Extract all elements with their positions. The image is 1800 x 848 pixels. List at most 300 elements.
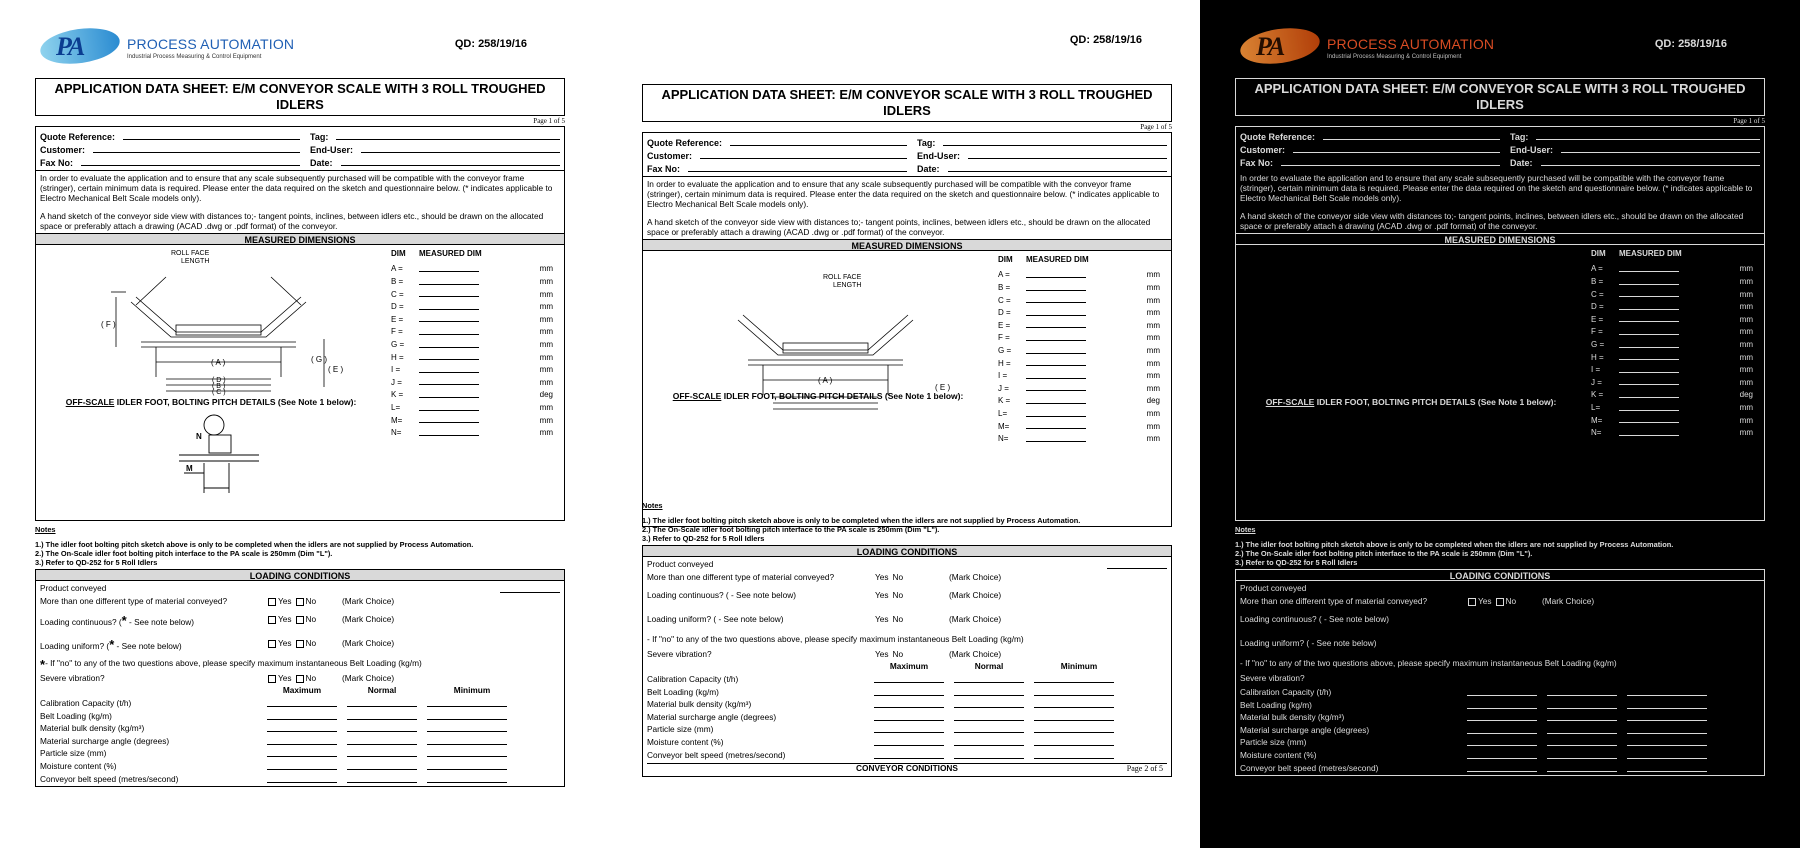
maximum-input-line[interactable] — [1467, 751, 1537, 759]
dimension-input-line[interactable] — [419, 334, 479, 335]
normal-input-line[interactable] — [347, 724, 417, 732]
quote-reference-field[interactable]: Quote Reference: — [647, 135, 917, 148]
dimension-input-line[interactable] — [419, 321, 479, 322]
maximum-input-line[interactable] — [267, 762, 337, 770]
measurement-label: Conveyor belt speed (metres/second) — [40, 773, 179, 784]
value-columns-head: Maximum Normal Minimum — [889, 660, 1098, 671]
normal-input-line[interactable] — [347, 749, 417, 757]
measurement-row — [1240, 723, 1760, 736]
date-line[interactable] — [341, 158, 560, 166]
normal-input-line[interactable] — [347, 737, 417, 745]
dimension-row — [1591, 387, 1761, 400]
svg-text:( D ): ( D ) — [212, 377, 226, 385]
mark-choice-hint: (Mark Choice) — [342, 595, 395, 606]
tag-field[interactable] — [310, 129, 570, 142]
document-code: QD: 258/19/16 — [1654, 38, 1727, 50]
instructions-paragraph-1: In order to evaluate the application and to ensure that any scale subsequently purchased will be compatible with the conveyor frame (stringer), certain minimum data is required. Please enter the data required on the sketch and questionnaire below. (* indicates applicable to Electro Mechanical Belt Scale models only). — [40, 173, 553, 204]
dimension-label: H = — [998, 358, 1011, 368]
question-severe-vibration — [40, 672, 560, 685]
dimension-unit: mm — [1146, 308, 1160, 318]
dim-column-header: DIM — [391, 249, 406, 259]
page-number: Page 1 of 5 — [1733, 117, 1765, 125]
dimension-label: B = — [1591, 276, 1604, 286]
question-label: Loading continuous? (* - See note below) — [40, 612, 195, 628]
fax-line[interactable] — [81, 158, 300, 166]
svg-text:( G ): ( G ) — [311, 355, 327, 365]
measurement-row — [647, 748, 1167, 761]
customer-field[interactable]: Customer: — [647, 148, 917, 161]
measurement-row — [40, 722, 560, 735]
measurement-label: Calibration Capacity (t/h) — [1240, 687, 1332, 698]
dimension-row — [391, 324, 561, 337]
date-field[interactable]: Date: — [917, 161, 1177, 174]
dimension-row — [391, 350, 561, 363]
dimension-unit: mm — [1739, 314, 1753, 324]
maximum-input-line[interactable] — [267, 737, 337, 745]
notes-heading: Notes — [35, 525, 56, 535]
yes-checkbox[interactable]: Yes — [268, 597, 292, 607]
reference-fields — [643, 133, 1171, 176]
dimension-label: F = — [998, 333, 1010, 343]
measured-dimensions-section — [36, 245, 564, 520]
panel-overlay — [1200, 0, 1800, 848]
notes: Notes 1.) The idler foot bolting pitch sketch above is only to be completed when the idlers are not supplied by Process Automation. 2.) The On-Scale idler foot bolting pitch interface to the PA scale is 250mm (Dim "L"). 3.) Refer to QD-252 for 5 Roll Idlers — [642, 501, 1081, 544]
product-conveyed-line[interactable] — [500, 585, 560, 593]
minimum-input-line[interactable] — [1034, 675, 1114, 683]
minimum-input-line[interactable] — [1627, 688, 1707, 696]
sheet-header — [642, 30, 1172, 70]
customer-line[interactable] — [93, 145, 300, 153]
normal-input-line[interactable] — [1547, 713, 1617, 721]
dimension-input-line[interactable] — [1026, 416, 1086, 417]
note-1: 1.) The idler foot bolting pitch sketch above is only to be completed when the idlers are not supplied by Process Automation. — [35, 540, 474, 550]
normal-input-line[interactable] — [954, 700, 1024, 708]
dimension-input-line[interactable] — [419, 359, 479, 360]
measured-column-header: MEASURED DIM — [419, 249, 482, 259]
measured-dimensions-heading: MEASURED DIMENSIONS — [643, 239, 1171, 251]
date-field[interactable] — [310, 155, 570, 168]
dimension-input-line[interactable] — [1026, 315, 1086, 316]
dimension-input-line[interactable] — [419, 410, 479, 411]
dimension-unit: mm — [1739, 327, 1753, 337]
dimension-unit: mm — [539, 339, 553, 349]
svg-text:( C ): ( C ) — [212, 389, 226, 397]
dimension-rows — [998, 267, 1168, 443]
dimension-label: H = — [1591, 352, 1604, 362]
dimension-unit: mm — [1739, 302, 1753, 312]
dimension-row — [998, 419, 1168, 432]
maximum-input-line[interactable] — [1467, 701, 1537, 709]
dimension-table — [998, 255, 1168, 443]
dimension-label: D = — [391, 302, 404, 312]
normal-input-line[interactable] — [347, 775, 417, 783]
normal-input-line[interactable] — [347, 699, 417, 707]
form-box — [35, 126, 565, 521]
maximum-input-line[interactable] — [874, 751, 944, 759]
dimension-input-line[interactable] — [1619, 309, 1679, 310]
question-multiple-materials: More than one different type of material conveyed? Yes No (Mark Choice) — [647, 571, 1002, 582]
normal-input-line[interactable] — [954, 725, 1024, 733]
dimension-label: I = — [391, 365, 401, 375]
maximum-header: Maximum — [282, 684, 322, 695]
dimension-unit: mm — [1739, 339, 1753, 349]
dimension-unit: deg — [1739, 390, 1753, 400]
dimension-row — [998, 343, 1168, 356]
normal-input-line[interactable] — [954, 713, 1024, 721]
minimum-input-line[interactable] — [427, 749, 507, 757]
dimension-input-line[interactable] — [1619, 410, 1679, 411]
maximum-input-line[interactable] — [874, 675, 944, 683]
maximum-input-line[interactable] — [267, 775, 337, 783]
dimension-input-line[interactable] — [1026, 378, 1086, 379]
dimension-unit: mm — [1146, 358, 1160, 368]
dimension-input-line[interactable] — [1619, 271, 1679, 272]
minimum-input-line[interactable] — [1627, 701, 1707, 709]
normal-input-line[interactable] — [1547, 726, 1617, 734]
foot-title-rest: IDLER FOOT, BOLTING PITCH DETAILS (See Note 1 below): — [114, 397, 357, 408]
dimension-input-line[interactable] — [1619, 334, 1679, 335]
mark-choice-hint: (Mark Choice) — [342, 614, 395, 625]
sheet-header — [35, 18, 565, 74]
dimension-input-line[interactable] — [1619, 372, 1679, 373]
maximum-input-line[interactable] — [267, 749, 337, 757]
measurement-row — [647, 685, 1167, 698]
dimension-unit: mm — [1739, 352, 1753, 362]
dimension-unit: mm — [1739, 377, 1753, 387]
minimum-input-line[interactable] — [1034, 700, 1114, 708]
dimension-input-line[interactable] — [419, 284, 479, 285]
dimension-input-line[interactable] — [419, 296, 479, 297]
dimension-unit: mm — [539, 314, 553, 324]
dimension-unit: mm — [1146, 345, 1160, 355]
dimension-input-line[interactable] — [1026, 327, 1086, 328]
svg-text:( E ): ( E ) — [328, 365, 344, 375]
dimension-input-line[interactable] — [1619, 359, 1679, 360]
maximum-input-line[interactable] — [874, 688, 944, 696]
dimension-input-line[interactable] — [1619, 435, 1679, 436]
dimension-label: B = — [391, 276, 404, 286]
dimension-row — [391, 337, 561, 350]
maximum-input-line[interactable] — [267, 724, 337, 732]
normal-input-line[interactable] — [347, 712, 417, 720]
question-loading-uniform — [40, 632, 560, 656]
dimension-unit: mm — [1146, 371, 1160, 381]
dimension-input-line[interactable] — [1619, 384, 1679, 385]
logo-letters: PA — [56, 32, 84, 61]
dimension-unit: mm — [539, 352, 553, 362]
measured-dimensions-section — [643, 251, 1171, 526]
dimension-unit: mm — [1146, 270, 1160, 280]
normal-input-line[interactable] — [1547, 764, 1617, 772]
measurement-row — [1240, 698, 1760, 711]
yes-checkbox[interactable]: Yes — [268, 615, 292, 625]
instructions-paragraph-2: A hand sketch of the conveyor side view with distances to;- tangent points, inclines, between idlers etc., should be drawn on the allocated space or preferably attach a drawing (ACAD .dwg or .pdf format) of the conveyor. — [647, 217, 1151, 238]
no-checkbox[interactable]: No — [296, 639, 317, 649]
minimum-input-line[interactable] — [1034, 751, 1114, 759]
dimension-row — [391, 287, 561, 300]
measurement-label: Conveyor belt speed (metres/second) — [1240, 762, 1379, 773]
maximum-input-line[interactable] — [1467, 713, 1537, 721]
product-conveyed-row: Product conveyed — [647, 558, 1167, 571]
dimension-label: C = — [391, 289, 404, 299]
end-user-line[interactable] — [361, 145, 560, 153]
dimension-label: N= — [998, 434, 1009, 444]
dimension-label: M= — [998, 421, 1010, 431]
notes — [35, 521, 565, 569]
dimension-label: K = — [391, 390, 404, 400]
fax-field[interactable]: Fax No: — [647, 161, 917, 174]
normal-input-line[interactable] — [954, 675, 1024, 683]
dimension-rows — [391, 261, 561, 437]
normal-input-line[interactable] — [1547, 738, 1617, 746]
dimension-input-line[interactable] — [419, 384, 479, 385]
dimension-unit: mm — [539, 327, 553, 337]
tag-label: Tag: — [310, 131, 329, 142]
dimension-input-line[interactable] — [1619, 296, 1679, 297]
company-logo — [1240, 23, 1320, 63]
dimension-input-line[interactable] — [1619, 321, 1679, 322]
dimension-input-line[interactable] — [1619, 397, 1679, 398]
conveyor-conditions-bar — [647, 763, 1167, 775]
document-code: QD: 258/19/16 — [1069, 34, 1142, 46]
dimension-row — [391, 261, 561, 274]
question-label: Loading uniform? (* - See note below) — [40, 636, 182, 652]
dimension-unit: mm — [539, 377, 553, 387]
maximum-input-line[interactable] — [874, 713, 944, 721]
dimension-row — [1591, 413, 1761, 426]
measurement-row — [40, 734, 560, 747]
dimension-row — [1591, 400, 1761, 413]
note-2: 2.) The On-Scale idler foot bolting pitch interface to the PA scale is 250mm (Dim "L"). — [35, 549, 333, 559]
dimension-input-line[interactable] — [419, 372, 479, 373]
maximum-input-line[interactable] — [1467, 764, 1537, 772]
dimension-unit: mm — [1739, 365, 1753, 375]
maximum-input-line[interactable] — [267, 699, 337, 707]
normal-input-line[interactable] — [347, 762, 417, 770]
dimension-label: L= — [391, 402, 401, 412]
logo-letters: PA — [1256, 32, 1284, 61]
page-number: Page 1 of 5 — [1140, 123, 1172, 131]
dimension-input-line[interactable] — [1026, 403, 1086, 404]
dimension-label: D = — [1591, 302, 1604, 312]
form-box: Quote Reference: Tag: Customer: End-User: Fax No: Date: In order to evaluate the application and to ensure that any scale subsequently purchased will be compatible with the conveyor frame (stringer), certain minimum data is required. Please enter the data required on the sketch and questionnaire below. (* indicates applicable to Electro Mechanical Belt Scale models only). A hand sketch of the conveyor side view with distances to;- tangent points, inclines, between idlers etc., should be drawn on the allocated space or preferably attach a drawing (ACAD .dwg or .pdf format) of the conveyor. MEASURED DIMENSIONS OFF-SCALE IDLER FOOT, BOLTING PITCH DETAILS (See Note 1 below): DIM MEASURED DIM A = mm B = mm C = mm D = mm E = mm F = mm G = mm H = mm I = mm J = mm K = deg L= mm M= mm N= mm — [1235, 126, 1765, 521]
minimum-input-line[interactable] — [427, 724, 507, 732]
dimension-label: G = — [391, 339, 405, 349]
panel-original — [0, 0, 600, 848]
minimum-input-line[interactable] — [1627, 764, 1707, 772]
dimension-input-line[interactable] — [1026, 290, 1086, 291]
measurement-row — [647, 735, 1167, 748]
dimension-unit: mm — [1146, 333, 1160, 343]
idler-diagram — [96, 247, 356, 397]
minimum-input-line[interactable] — [1034, 713, 1114, 721]
normal-input-line[interactable] — [1547, 701, 1617, 709]
dimension-input-line[interactable] — [1026, 428, 1086, 429]
normal-input-line[interactable] — [1547, 688, 1617, 696]
form-box — [642, 132, 1172, 527]
foot-bolting-diagram — [174, 413, 264, 505]
dimension-label: H = — [391, 352, 404, 362]
measurement-row — [1240, 736, 1760, 749]
measurement-label: Material surcharge angle (degrees) — [1240, 724, 1370, 735]
dimension-input-line[interactable] — [419, 397, 479, 398]
maximum-input-line[interactable] — [874, 738, 944, 746]
measurement-row — [647, 672, 1167, 685]
dimension-input-line[interactable] — [1026, 277, 1086, 278]
sheet-title: APPLICATION DATA SHEET: E/M CONVEYOR SCALE WITH 3 ROLL TROUGHED IDLERS — [35, 78, 565, 116]
foot-m-label: M — [186, 464, 193, 474]
dimension-row — [391, 299, 561, 312]
sheet-title: APPLICATION DATA SHEET: E/M CONVEYOR SCALE WITH 3 ROLL TROUGHED IDLERS — [1235, 78, 1765, 116]
measurement-label: Material bulk density (kg/m³) — [1240, 712, 1345, 723]
minimum-input-line[interactable] — [1034, 688, 1114, 696]
instructions-paragraph-2: A hand sketch of the conveyor side view with distances to;- tangent points, inclines, between idlers etc., should be drawn on the allocated space or preferably attach a drawing (ACAD .dwg or .pdf format) of the conveyor. — [40, 211, 544, 232]
measurement-row — [647, 723, 1167, 736]
end-user-field[interactable]: End-User: — [917, 148, 1177, 161]
dimension-input-line[interactable] — [1026, 390, 1086, 391]
measurement-label: Calibration Capacity (t/h) — [40, 698, 132, 709]
yes-checkbox[interactable]: Yes — [268, 674, 292, 684]
dimension-label: C = — [998, 295, 1011, 305]
product-conveyed-row — [40, 582, 560, 595]
minimum-input-line[interactable] — [427, 775, 507, 783]
normal-input-line[interactable] — [1547, 751, 1617, 759]
yes-no-choice — [268, 597, 342, 607]
end-user-field[interactable] — [310, 142, 570, 155]
measurement-label: Belt Loading (kg/m) — [647, 686, 719, 697]
dimension-input-line[interactable] — [1026, 340, 1086, 341]
brand-tagline: Industrial Process Measuring & Control Equipment — [127, 53, 262, 60]
dimension-input-line[interactable] — [419, 435, 479, 436]
foot-title — [36, 397, 386, 407]
minimum-input-line[interactable] — [1034, 725, 1114, 733]
dimension-input-line[interactable] — [1619, 422, 1679, 423]
dimension-row — [1591, 274, 1761, 287]
measurement-label: Material bulk density (kg/m³) — [647, 699, 752, 710]
no-checkbox[interactable]: No — [296, 674, 317, 684]
dimension-row — [1591, 362, 1761, 375]
question-loading-continuous — [40, 608, 560, 632]
measurement-label: Belt Loading (kg/m) — [1240, 699, 1312, 710]
dimension-row — [391, 413, 561, 426]
dimension-unit: mm — [539, 428, 553, 438]
overlay-layer-original: PA PROCESS AUTOMATION Industrial Process Measuring & Control Equipment QD: 258/19/16 APPLICATION DATA SHEET: E/M CONVEYOR SCALE WITH 3 ROLL TROUGHED IDLERS Page 1 of 5 Quote Reference: Tag: Customer: End-User: Fax No: Date: In order to evaluate the application and to ensure that any scale subsequently purchased will be compatible with the conveyor frame (stringer), certain minimum data is required. Please enter the data required on the sketch and questionnaire below. (* indicates applicable to Electro Mechanical Belt Scale models only). A hand sketch of the conveyor side view with distances to;- tangent points, inclines, between idlers etc., should be drawn on the allocated space or preferably attach a drawing (ACAD .dwg or .pdf format) of the conveyor. MEASURED DIMENSIONS OFF-SCALE IDLER FOOT, BOLTING PITCH DETAILS (See Note 1 below): DIM MEASURED DIM A = mm B = mm C = mm D = mm E = mm F = mm G = mm H = mm I = mm J = mm K = deg L= mm M= mm N= mm Notes 1.) The idler foot bolting pitch sketch above is only to be completed when the idlers are not supplied by Process Automation. 2.) The On-Scale idler foot bolting pitch interface to the PA scale is 250mm (Dim "L"). 3.) Refer to QD-252 for 5 Roll Idlers LOADING CONDITIONS Product conveyed More than one different type of material conveyed? Yes No (Mark Choice) Loading continuous? ( - See note below) Loading uniform? ( - See note below) - If "no" to any of the two questions above, please specify maximum instantaneous Belt Loading (kg/m) Severe vibration? Calibration Capacity (t/h) Belt Loading (kg/m) Material bulk density (kg/m³) Material surcharge angle (degrees) Particle size (mm) Moisture content (%) Conveyor belt speed (metres/second) — [1235, 18, 1765, 776]
maximum-input-line[interactable] — [874, 725, 944, 733]
normal-input-line[interactable] — [954, 738, 1024, 746]
maximum-input-line[interactable] — [1467, 726, 1537, 734]
dimension-row — [998, 393, 1168, 406]
minimum-input-line[interactable] — [427, 762, 507, 770]
length-label: LENGTH — [181, 258, 210, 266]
dimension-unit: mm — [1146, 421, 1160, 431]
end-user-label: End-User: — [310, 144, 354, 155]
dimension-input-line[interactable] — [419, 422, 479, 423]
dimension-table — [391, 249, 561, 437]
maximum-input-line[interactable] — [1467, 738, 1537, 746]
minimum-input-line[interactable] — [427, 712, 507, 720]
measurement-label: Calibration Capacity (t/h) — [647, 674, 739, 685]
loading-conditions — [642, 557, 1172, 776]
minimum-input-line[interactable] — [1034, 738, 1114, 746]
measurement-label: Moisture content (%) — [40, 761, 117, 771]
dimension-input-line[interactable] — [1619, 284, 1679, 285]
minimum-input-line[interactable] — [1627, 726, 1707, 734]
svg-text:( A ): ( A ) — [818, 376, 833, 386]
dimension-unit: mm — [1146, 434, 1160, 444]
dimension-label: E = — [1591, 314, 1604, 324]
yes-no-choice — [268, 674, 342, 684]
maximum-input-line[interactable] — [267, 712, 337, 720]
measurement-label: Particle size (mm) — [1240, 737, 1307, 748]
dimension-label: K = — [1591, 390, 1604, 400]
dimension-table-head — [391, 249, 561, 261]
dimension-input-line[interactable] — [419, 347, 479, 348]
svg-text:LENGTH: LENGTH — [833, 282, 862, 290]
belt-loading-note: * - If "no" to any of the two questions above, please specify maximum instantaneous Belt Loading (kg/m) — [40, 656, 422, 672]
minimum-input-line[interactable] — [427, 737, 507, 745]
dimension-input-line[interactable] — [1026, 441, 1086, 442]
quote-reference-line[interactable] — [123, 132, 300, 140]
dimension-unit: mm — [539, 264, 553, 274]
dimension-input-line[interactable] — [419, 309, 479, 310]
dimension-row — [1591, 324, 1761, 337]
dimension-row — [1591, 337, 1761, 350]
dimension-input-line[interactable] — [1619, 347, 1679, 348]
minimum-input-line[interactable] — [1627, 751, 1707, 759]
dimension-label: I = — [998, 371, 1008, 381]
no-checkbox[interactable]: No — [296, 615, 317, 625]
minimum-input-line[interactable] — [1627, 738, 1707, 746]
dimension-label: N= — [1591, 428, 1602, 438]
normal-input-line[interactable] — [954, 688, 1024, 696]
dimension-label: I = — [1591, 365, 1601, 375]
fax-field[interactable] — [40, 155, 310, 168]
customer-field[interactable] — [40, 142, 310, 155]
brand-name: PROCESS AUTOMATION — [127, 36, 295, 52]
dimension-input-line[interactable] — [1026, 353, 1086, 354]
measurement-row — [647, 698, 1167, 711]
dimension-input-line[interactable] — [1026, 302, 1086, 303]
loading-conditions-heading: LOADING CONDITIONS — [642, 545, 1172, 557]
dimension-unit: mm — [1739, 289, 1753, 299]
dimension-input-line[interactable] — [1026, 365, 1086, 366]
yes-checkbox[interactable]: Yes — [268, 639, 292, 649]
normal-input-line[interactable] — [954, 751, 1024, 759]
dimension-row — [998, 330, 1168, 343]
instructions-paragraph-1: In order to evaluate the application and to ensure that any scale subsequently purchased will be compatible with the conveyor frame (stringer), certain minimum data is required. Please enter the data required on the sketch and questionnaire below. (* indicates applicable to Electro Mechanical Belt Scale models only). — [647, 179, 1160, 210]
dimension-row — [1591, 425, 1761, 438]
maximum-input-line[interactable] — [874, 700, 944, 708]
tag-line[interactable] — [336, 132, 560, 140]
dimension-unit: deg — [1146, 396, 1160, 406]
dimension-label: F = — [391, 327, 403, 337]
quote-reference-field[interactable] — [40, 129, 310, 142]
brand — [1327, 36, 1494, 61]
minimum-input-line[interactable] — [1627, 713, 1707, 721]
measurement-label: Particle size (mm) — [40, 748, 107, 759]
minimum-input-line[interactable] — [427, 699, 507, 707]
maximum-input-line[interactable] — [1467, 688, 1537, 696]
dimension-unit: mm — [539, 289, 553, 299]
dimension-row — [391, 312, 561, 325]
page-number: Page 1 of 5 — [533, 117, 565, 125]
no-checkbox[interactable]: No — [296, 597, 317, 607]
dimension-input-line[interactable] — [419, 271, 479, 272]
dimension-table-head: DIM MEASURED DIM — [998, 255, 1089, 265]
dimension-row — [998, 267, 1168, 280]
tag-field[interactable]: Tag: — [917, 135, 1177, 148]
dimension-label: C = — [1591, 289, 1604, 299]
